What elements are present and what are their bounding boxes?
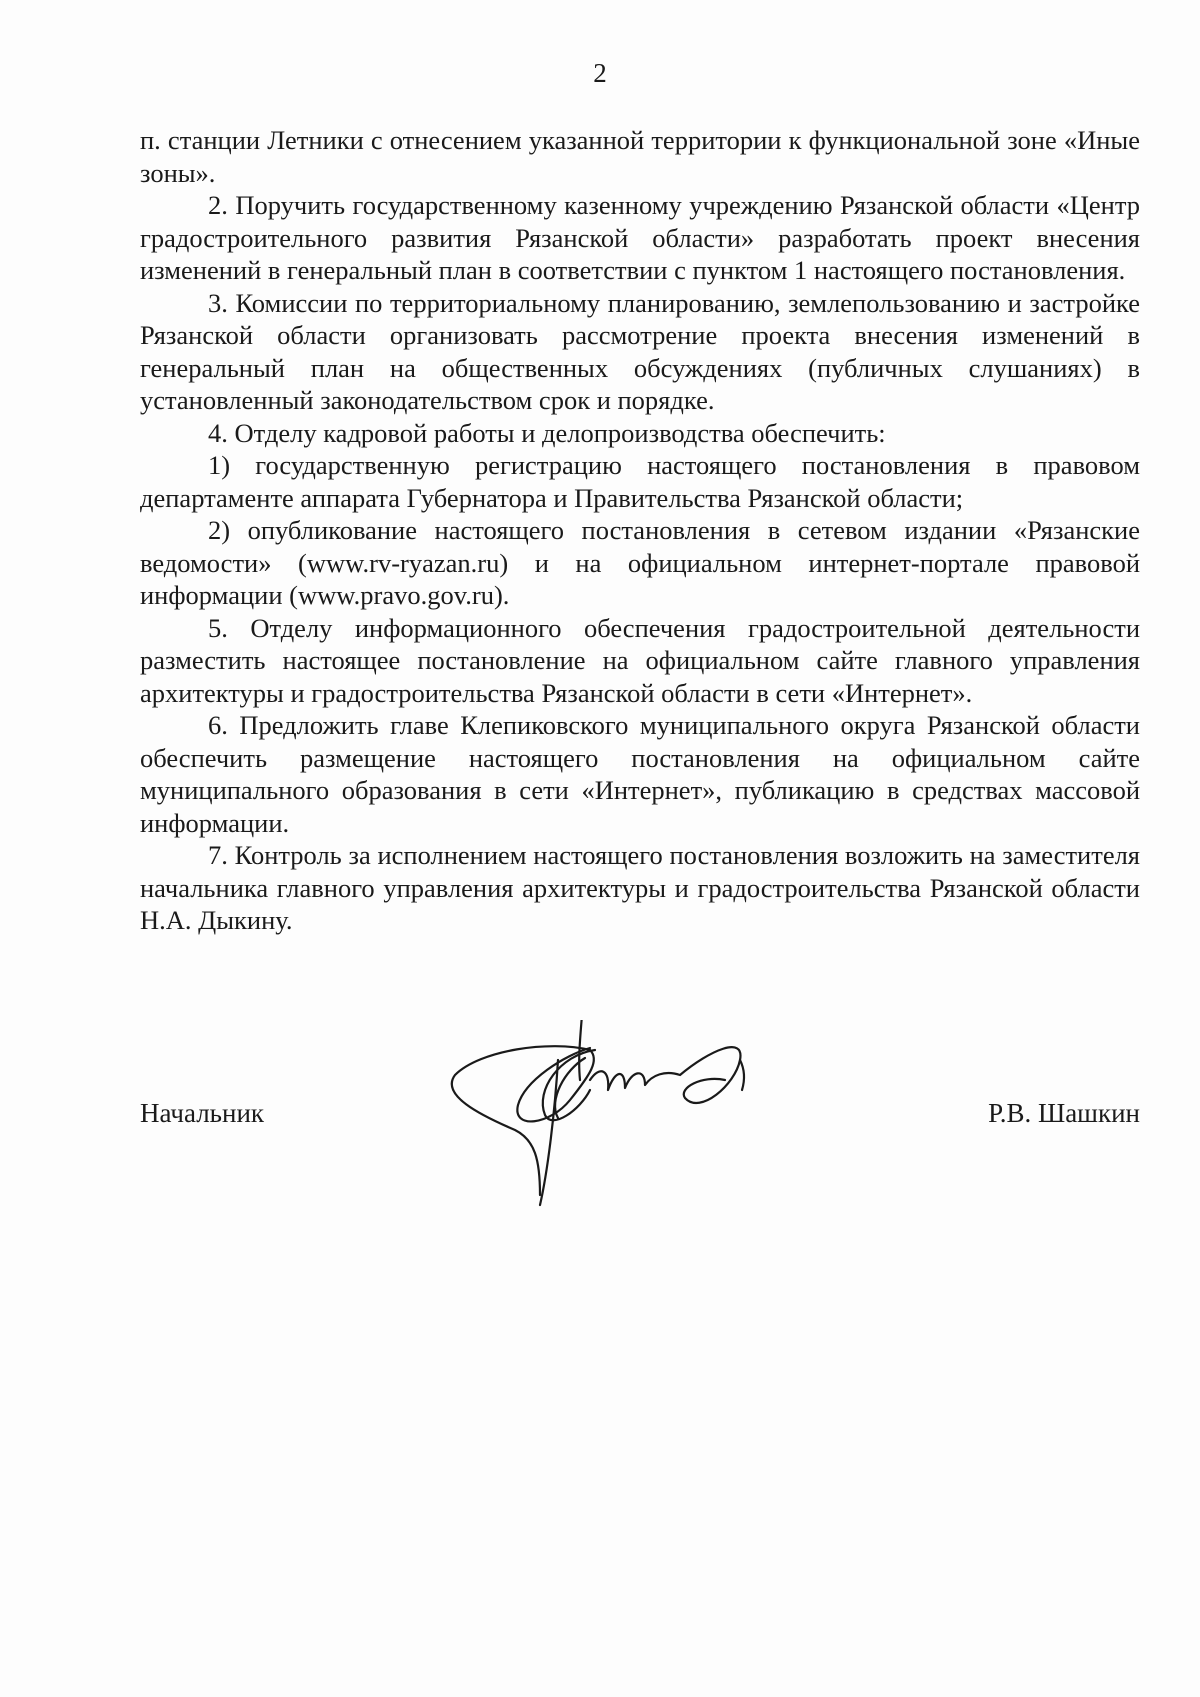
paragraph-item-4: 4. Отделу кадровой работы и делопроизводства обеспечить: bbox=[208, 417, 886, 448]
paragraph-subitem-2: 2) опубликование настоящего постановления в сетевом издании «Рязанские ведомости» (www.rv-ryazan.ru) и на официальном интернет-портале правовой информации (www.pravo.gov.ru). bbox=[140, 515, 1140, 610]
paragraph-subitem-1: 1) государственную регистрацию настоящего постановления в правовом департаменте аппарата Губернатора и Правительства Рязанской области; bbox=[140, 450, 1140, 513]
signatory-title: Начальник bbox=[140, 1098, 265, 1128]
paragraph-item-7: 7. Контроль за исполнением настоящего постановления возложить на заместителя начальника главного управления архитектуры и градостроительства Рязанской области Н.А. Дыкину. bbox=[140, 840, 1140, 935]
signatory-name: Р.В. Шашкин bbox=[988, 1098, 1140, 1128]
paragraph-item-3: 3. Комиссии по территориальному планированию, землепользованию и застройке Рязанской области организовать рассмотрение проекта внесения изменений в генеральный план на общественных обсуждениях (публичных слушаниях) в установленный законодательством срок и порядке. bbox=[140, 287, 1140, 415]
page-number: 2 bbox=[593, 58, 607, 88]
signature-tail bbox=[740, 1060, 744, 1090]
signature-flourish bbox=[590, 1047, 740, 1103]
paragraph-item-2: 2. Поручить государственному казенному учреждению Рязанской области «Центр градостроительного развития Рязанской области» разработать проект внесения изменений в генеральный план в соответствии с пунктом 1 настоящего постановления. bbox=[140, 190, 1140, 285]
document-body bbox=[140, 124, 1140, 937]
paragraph-continuation: п. станции Летники с отнесением указанной территории к функциональной зоне «Иные зоны». bbox=[140, 125, 1140, 188]
signature-block bbox=[140, 1097, 1140, 1137]
paragraph-item-5: 5. Отделу информационного обеспечения градостроительной деятельности разместить настоящее постановление на официальном сайте главного управления архитектуры и градостроительства Рязанской области в сети «Интернет». bbox=[140, 612, 1140, 708]
paragraph-item-6: 6. Предложить главе Клепиковского муниципального округа Рязанской области обеспечить размещение настоящего постановления на официальном сайте муниципального образования в сети «Интернет», публикацию в средствах массовой информации. bbox=[140, 710, 1140, 838]
